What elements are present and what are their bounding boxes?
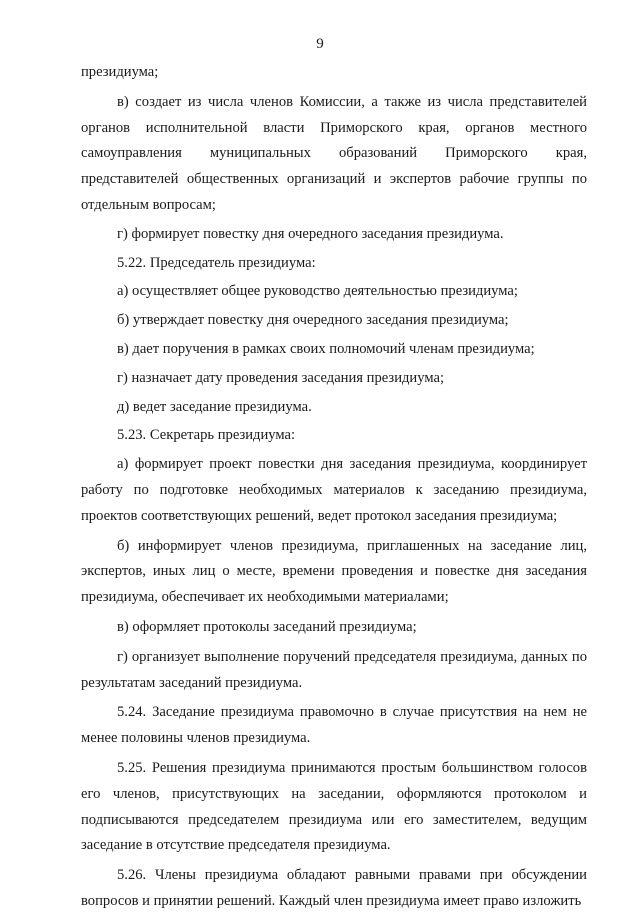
paragraph-section-5-25: 5.25. Решения президиума принимаются простым большинством голосов его членов, присутствующих на заседании, оформляются протоколом и подписываются председателем президиума или его заместителем, ведущим заседание в отсутствие председателя президиума.	[81, 759, 587, 854]
paragraph-section-5-22: 5.22. Председатель президиума:	[117, 254, 316, 271]
paragraph-5-23-b: б) информирует членов президиума, приглашенных на заседание лиц, экспертов, иных лиц о месте, времени проведения и повестке дня заседания президиума, обеспечивает их необходимыми материалами;	[81, 537, 587, 606]
paragraph-section-5-26: 5.26. Члены президиума обладают равными правами при обсуждении вопросов и принятии решений. Каждый член президиума имеет право изложить	[81, 867, 587, 909]
paragraph-5-23-v: в) оформляет протоколы заседаний президиума;	[117, 618, 417, 635]
document-body	[81, 60, 587, 915]
page-number: 9	[316, 36, 324, 52]
paragraph-5-23-g: г) организует выполнение поручений председателя президиума, данных по результатам заседаний президиума.	[81, 648, 587, 691]
paragraph-5-22-d: д) ведет заседание президиума.	[117, 398, 312, 415]
paragraph-5-22-v: в) дает поручения в рамках своих полномочий членам президиума;	[117, 340, 535, 357]
paragraph-clause-g-agenda: г) формирует повестку дня очередного заседания президиума.	[117, 225, 504, 242]
paragraph-continuation: президиума;	[81, 64, 159, 80]
paragraph-5-23-a: а) формирует проект повестки дня заседания президиума, координирует работу по подготовке необходимых материалов к заседанию президиума, проектов соответствующих решений, ведет протокол заседания президиума;	[81, 456, 587, 524]
paragraph-section-5-23: 5.23. Секретарь президиума:	[117, 427, 296, 444]
paragraph-section-5-24: 5.24. Заседание президиума правомочно в случае присутствия на нем не менее половины членов президиума.	[81, 704, 587, 747]
paragraph-clause-v-working-groups: в) создает из числа членов Комиссии, а также из числа представителей органов исполнительной власти Приморского края, органов местного самоуправления муниципальных образований Приморского края, представителей общественных организаций и экспертов рабочие группы по отдельным вопросам;	[81, 93, 587, 213]
paragraph-5-22-a: а) осуществляет общее руководство деятельностью президиума;	[117, 283, 518, 300]
paragraph-5-22-g: г) назначает дату проведения заседания президиума;	[117, 369, 445, 386]
paragraph-5-22-b: б) утверждает повестку дня очередного заседания президиума;	[117, 312, 509, 329]
